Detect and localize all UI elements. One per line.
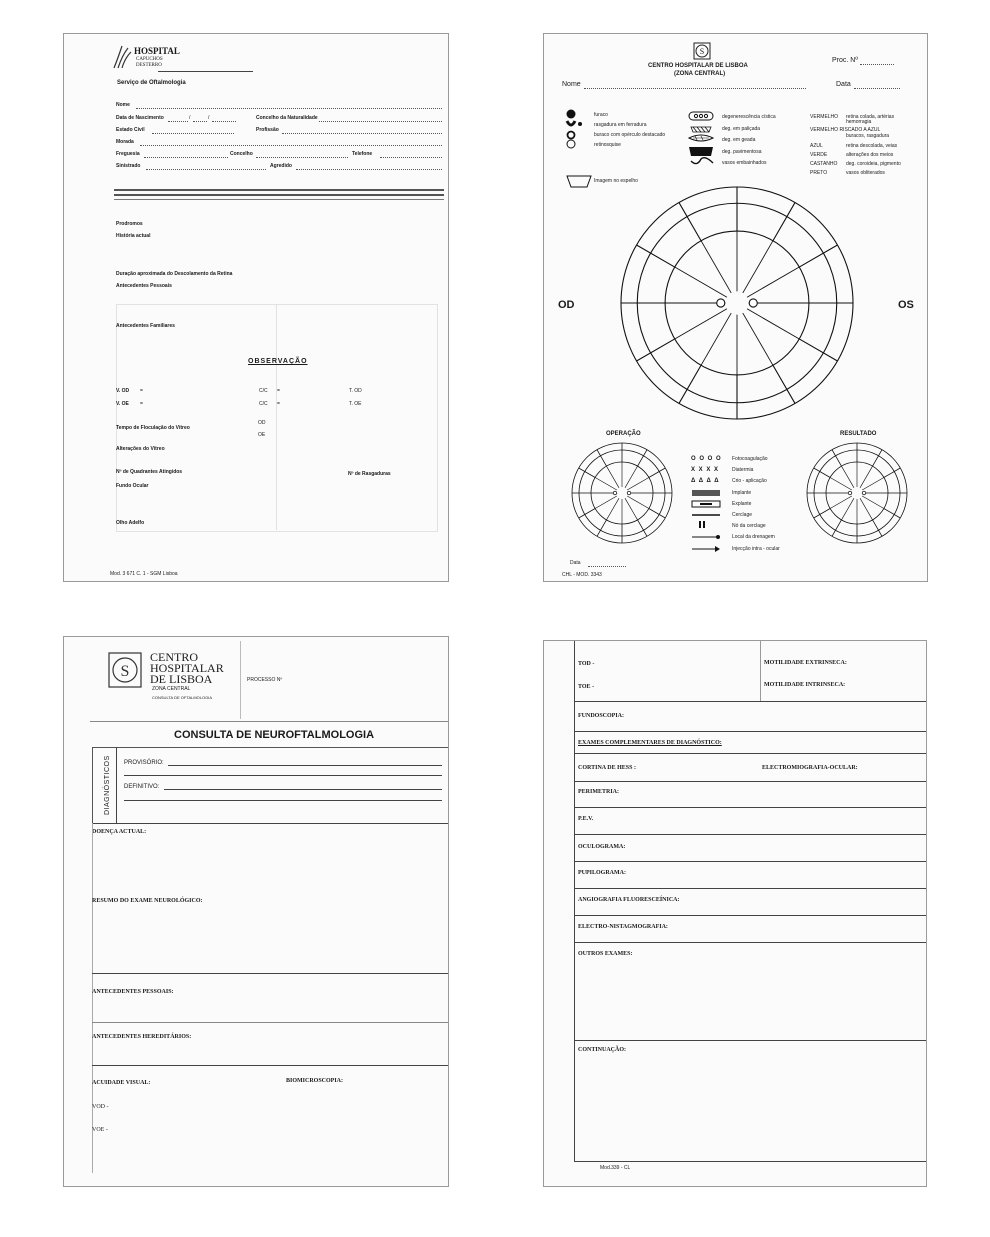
fundus-inner-meridian <box>842 498 855 520</box>
fundus-meridian <box>638 520 648 536</box>
fundus-inner-meridian <box>627 496 649 509</box>
consulta-title: CONSULTA DE NEUROFTALMOLOGIA <box>174 729 375 741</box>
nome-field[interactable] <box>584 88 806 89</box>
voe-label: VOE - <box>92 1127 108 1133</box>
label-nome: Nome <box>116 102 130 108</box>
label-sinistrado: Sinistrado <box>116 163 141 169</box>
color-azul-desc: retina descolada, veias <box>846 143 898 149</box>
legend-implante: Implante <box>732 490 752 496</box>
logo-zona: ZONA CENTRAL <box>152 686 191 692</box>
operacao-diagram[interactable] <box>570 441 674 545</box>
fundus-disc <box>749 299 757 307</box>
chl-title: CENTRO HOSPITALAR DE LISBOA <box>648 63 748 69</box>
label-data-nascimento: Data de Nascimento <box>116 115 164 121</box>
fundus-meridian <box>873 450 883 466</box>
fundus-meridian <box>832 520 842 536</box>
chl-subtitle: (ZONA CENTRAL) <box>674 71 726 77</box>
color-vermelho: VERMELHO <box>810 114 839 120</box>
pev-label: P.E.V. <box>578 816 594 822</box>
label-concelho-naturalidade: Concelho da Naturalidade <box>256 115 318 121</box>
degeneration-symbols-icon <box>687 111 717 167</box>
fundus-inner-meridian <box>842 466 855 488</box>
legend-cistica: degenerescência cística <box>722 114 776 120</box>
duracao-label: Duração aproximada do Descolamento da Retina <box>116 271 233 277</box>
antecedentes-pessoais-label: Antecedentes Pessoais <box>116 283 172 289</box>
legend-drenagem: Local da drenagem <box>732 534 775 540</box>
fundus-meridian <box>579 509 595 519</box>
symbol-diatermia: X X X X <box>691 467 720 473</box>
resultado-label: RESULTADO <box>840 431 877 437</box>
os-label: OS <box>898 299 914 311</box>
profissao-field[interactable] <box>282 133 442 134</box>
data-label: Data <box>836 81 851 88</box>
fundus-inner-meridian <box>625 498 638 520</box>
color-vermelho-riscado-desc: buracos, rasgadura <box>846 133 890 139</box>
electro-nistagmografia-label: ELECTRO-NISTAGMOGRAFIA: <box>578 924 668 930</box>
continuacao-label: CONTINUAÇÃO: <box>578 1047 626 1053</box>
angiografia-label: ANGIOGRAFIA FLUORESCEÍNICA: <box>578 897 680 903</box>
form-page-exames <box>543 640 927 1187</box>
fundus-meridian <box>799 245 837 267</box>
data-field[interactable] <box>854 88 900 89</box>
fundus-meridian <box>637 245 675 267</box>
color-azul: AZUL <box>810 143 823 149</box>
fundus-meridian <box>773 365 795 403</box>
antecedentes-pessoais-label: ANTECEDENTES PESSOAIS: <box>92 989 174 995</box>
label-telefone: Telefone <box>352 151 373 157</box>
cortina-hess-label: CORTINA DE HESS : <box>578 765 636 771</box>
label-freguesia: Freguesia <box>116 151 140 157</box>
retina-chart-diagram[interactable] <box>619 185 855 421</box>
naturalidade-field[interactable] <box>319 121 442 122</box>
mirror-image-icon <box>566 174 592 188</box>
fundus-disc <box>862 491 866 495</box>
fundus-inner-meridian <box>595 478 617 491</box>
nasc-dia[interactable] <box>168 121 188 122</box>
fundus-inner-meridian <box>862 478 884 491</box>
form-footer: Mod. 3 671 C. 1 - SGM Lisboa <box>110 571 178 577</box>
nome-label: Nome <box>562 81 581 88</box>
tod-label: T. OD <box>349 388 362 394</box>
chl-logo-icon-3 <box>108 652 142 688</box>
vod-cc-eq: = <box>277 388 280 394</box>
legend-buraco: buraco com opérculo destacado <box>594 132 666 138</box>
agredido-field[interactable] <box>296 169 442 170</box>
form-footer-4: Mod.339 - CL <box>600 1165 631 1171</box>
label-profissao: Profissão <box>256 127 279 133</box>
floculacao-label: Tempo de Floculação do Vítreo <box>116 425 190 431</box>
legend-explante: Explante <box>732 501 752 507</box>
form-page-retina-history <box>63 33 449 582</box>
fundus-inner-meridian <box>830 478 852 491</box>
legend-crio: Crio - aplicação <box>732 478 767 484</box>
fundus-meridian <box>579 468 595 478</box>
fundus-meridian <box>884 468 900 478</box>
chl-logo-icon <box>693 42 711 60</box>
olho-adelfo-label: Olho Adelfo <box>116 520 145 526</box>
doenca-actual-label: DOENÇA ACTUAL: <box>92 829 147 835</box>
furaco-symbol-icon <box>564 109 594 159</box>
fundus-meridian <box>638 450 648 466</box>
fundus-inner-meridian <box>607 466 620 488</box>
legend-retinosquise: retinosquise <box>594 142 621 148</box>
legend-palicada: deg. em paliçada <box>722 126 761 132</box>
legend-fotocoagulacao: Fotocoagulação <box>732 456 768 462</box>
color-preto: PRETO <box>810 170 828 176</box>
operacao-label: OPERAÇÃO <box>606 431 641 437</box>
fundus-inner-meridian <box>862 496 884 509</box>
resumo-exame-label: RESUMO DO EXAME NEUROLÓGICO: <box>92 898 203 904</box>
vod-cc: C/C <box>259 388 268 394</box>
toe-label: TOE - <box>578 684 595 690</box>
legend-imagem-espelho: Imagem no espelho <box>594 178 638 184</box>
acuidade-visual-label: ACUIDADE VISUAL: <box>92 1080 151 1086</box>
fundus-disc <box>627 491 631 495</box>
logo-consulta: CONSULTA DE OFTALMOLOGIA <box>152 695 213 700</box>
prodromos-label: Prodromos <box>116 221 143 227</box>
alteracoes-label: Alterações do Vítreo <box>116 446 165 452</box>
legend-vasos: vasos embainhados <box>722 160 767 166</box>
floculacao-od: OD <box>258 420 266 426</box>
proc-label: Proc. Nº <box>832 57 858 64</box>
historia-label: História actual <box>116 233 151 239</box>
processo-label: PROCESSO Nº <box>247 677 283 683</box>
fundus-meridian <box>873 520 883 536</box>
color-verde-desc: alterações dos meios <box>846 152 894 158</box>
legend-diatermia: Diatermia <box>732 467 754 473</box>
quadrantes-label: Nº de Quadrantes Atingidos <box>116 469 183 475</box>
fundus-meridian <box>649 468 665 478</box>
symbol-fotocoagulacao: O O O O <box>691 456 722 462</box>
concelho-field[interactable] <box>256 157 348 158</box>
fundus-inner-meridian <box>595 496 617 509</box>
exames-complementares-label: EXAMES COMPLEMENTARES DE DIAGNÓSTICO: <box>578 740 722 746</box>
fundus-meridian <box>814 509 830 519</box>
label-estado-civil: Estado Civil <box>116 127 145 133</box>
nome-field[interactable] <box>136 108 442 109</box>
fundus-meridian <box>799 339 837 361</box>
diagnosticos-label: DIAGNÓSTICOS <box>104 755 111 815</box>
nasc-ano[interactable] <box>212 121 236 122</box>
fundus-meridian <box>679 203 701 241</box>
voe-label: V. OE <box>116 401 129 407</box>
nasc-mes[interactable] <box>193 121 207 122</box>
svg-text:S: S <box>699 47 705 56</box>
fundus-meridian <box>637 339 675 361</box>
antecedentes-familiares-label: Antecedentes Familiares <box>116 323 175 329</box>
fundo-ocular-label: Fundo Ocular <box>116 483 149 489</box>
legend-no-cerclage: Nó da cerclage <box>732 523 766 529</box>
fundus-inner-meridian <box>625 466 638 488</box>
rasgaduras-label: Nº de Rasgaduras <box>348 471 391 477</box>
voe-cc-eq: = <box>277 401 280 407</box>
fundus-meridian <box>597 450 607 466</box>
observacao-heading: OBSERVAÇÃO <box>248 358 308 365</box>
fundus-meridian <box>597 520 607 536</box>
fundus-meridian <box>884 509 900 519</box>
hospital-logo-icon <box>112 44 132 70</box>
sinistrado-field[interactable] <box>146 169 266 170</box>
color-preto-desc: vasos obliterados <box>846 170 885 176</box>
hospital-sub2: DESTERRO <box>136 63 162 68</box>
voe-eq: = <box>140 401 143 407</box>
morada-field[interactable] <box>140 145 442 146</box>
color-vermelho-desc: retina colada, artérias hemorragia <box>846 114 895 126</box>
date-sep-1: / <box>189 115 191 121</box>
telefone-field[interactable] <box>380 157 442 158</box>
legend-pavimentosa: deg. pavimentosa <box>722 149 762 155</box>
data-bottom-label: Data <box>570 560 581 566</box>
color-castanho-desc: deg. coroideia, pigmento <box>846 161 901 167</box>
perimetria-label: PERIMETRIA: <box>578 789 620 795</box>
logo-centro: CENTRO <box>150 650 198 664</box>
antecedentes-hereditarios-label: ANTECEDENTES HEREDITÁRIOS: <box>92 1034 192 1040</box>
vod-label: VOD - <box>92 1104 109 1110</box>
outros-exames-label: OUTROS EXAMES: <box>578 951 633 957</box>
color-verde: VERDE <box>810 152 828 158</box>
color-vermelho-riscado: VERMELHO RISCADO A AZUL <box>810 127 881 133</box>
service-title: Serviço de Oftalmologia <box>117 80 186 86</box>
form-page-neuroftalmologia <box>63 636 449 1187</box>
fundus-inner-meridian <box>627 478 649 491</box>
floculacao-oe: OE <box>258 432 266 438</box>
hospital-name: HOSPITAL <box>134 46 180 56</box>
legend-geada: deg. em geada <box>722 137 756 143</box>
fundoscopia-label: FUNDOSCOPIA: <box>578 713 624 719</box>
fundus-inner-meridian <box>860 466 873 488</box>
fundus-meridian <box>649 509 665 519</box>
legend-injeccao: Injecção intra - ocular <box>732 546 780 552</box>
label-agredido: Agredido <box>270 163 292 169</box>
definitivo-label: DEFINITIVO: <box>124 784 160 790</box>
pupilograma-label: PUPILOGRAMA: <box>578 870 626 876</box>
form-page-retina-diagram <box>543 33 928 582</box>
voe-cc: C/C <box>259 401 268 407</box>
fundus-inner-meridian <box>607 498 620 520</box>
svg-text:S: S <box>120 663 130 680</box>
legend-cerclage: Cerclage <box>732 512 753 518</box>
motilidade-intrinseca-label: MOTILIDADE INTRINSECA: <box>764 682 846 688</box>
symbol-crio: Δ Δ Δ Δ <box>691 478 720 484</box>
resultado-diagram[interactable] <box>805 441 909 545</box>
label-morada: Morada <box>116 139 134 145</box>
fundus-inner-meridian <box>830 496 852 509</box>
logo-hospitalar: HOSPITALAR <box>150 661 224 675</box>
fundus-meridian <box>679 365 701 403</box>
fundus-disc <box>717 299 725 307</box>
legend-rasgadura: rasgadura em ferradura <box>594 122 647 128</box>
hospital-sub1: CAPUCHOS <box>136 57 163 62</box>
freguesia-field[interactable] <box>144 157 228 158</box>
label-concelho: Concelho <box>230 151 253 157</box>
fundus-inner-meridian <box>860 498 873 520</box>
form-footer-2: CHL - MOD. 3343 <box>562 572 602 578</box>
data-bottom-field[interactable] <box>588 566 626 567</box>
motilidade-extrinseca-label: MOTILIDADE EXTRINSECA: <box>764 660 847 666</box>
electromiografia-label: ELECTROMIOGRAFIA-OCULAR: <box>762 765 858 771</box>
vod-label: V. OD <box>116 388 130 394</box>
fundus-disc <box>848 491 852 495</box>
color-castanho: CASTANHO <box>810 161 838 167</box>
fundus-meridian <box>832 450 842 466</box>
od-label: OD <box>558 299 575 311</box>
provisorio-label: PROVISÓRIO: <box>124 760 164 766</box>
tod-label: TOD - <box>578 661 595 667</box>
fundus-meridian <box>814 468 830 478</box>
vod-eq: = <box>140 388 143 394</box>
estado-civil-field[interactable] <box>152 133 234 134</box>
biomicroscopia-label: BIOMICROSCOPIA: <box>286 1078 344 1084</box>
toe-label: T. OE <box>349 401 362 407</box>
legend-furaco: furaco <box>594 112 608 118</box>
oculograma-label: OCULOGRAMA: <box>578 844 626 850</box>
date-sep-2: / <box>208 115 210 121</box>
fundus-meridian <box>773 203 795 241</box>
logo-de-lisboa: DE LISBOA <box>150 672 213 686</box>
proc-field[interactable] <box>860 64 894 65</box>
fundus-disc <box>613 491 617 495</box>
